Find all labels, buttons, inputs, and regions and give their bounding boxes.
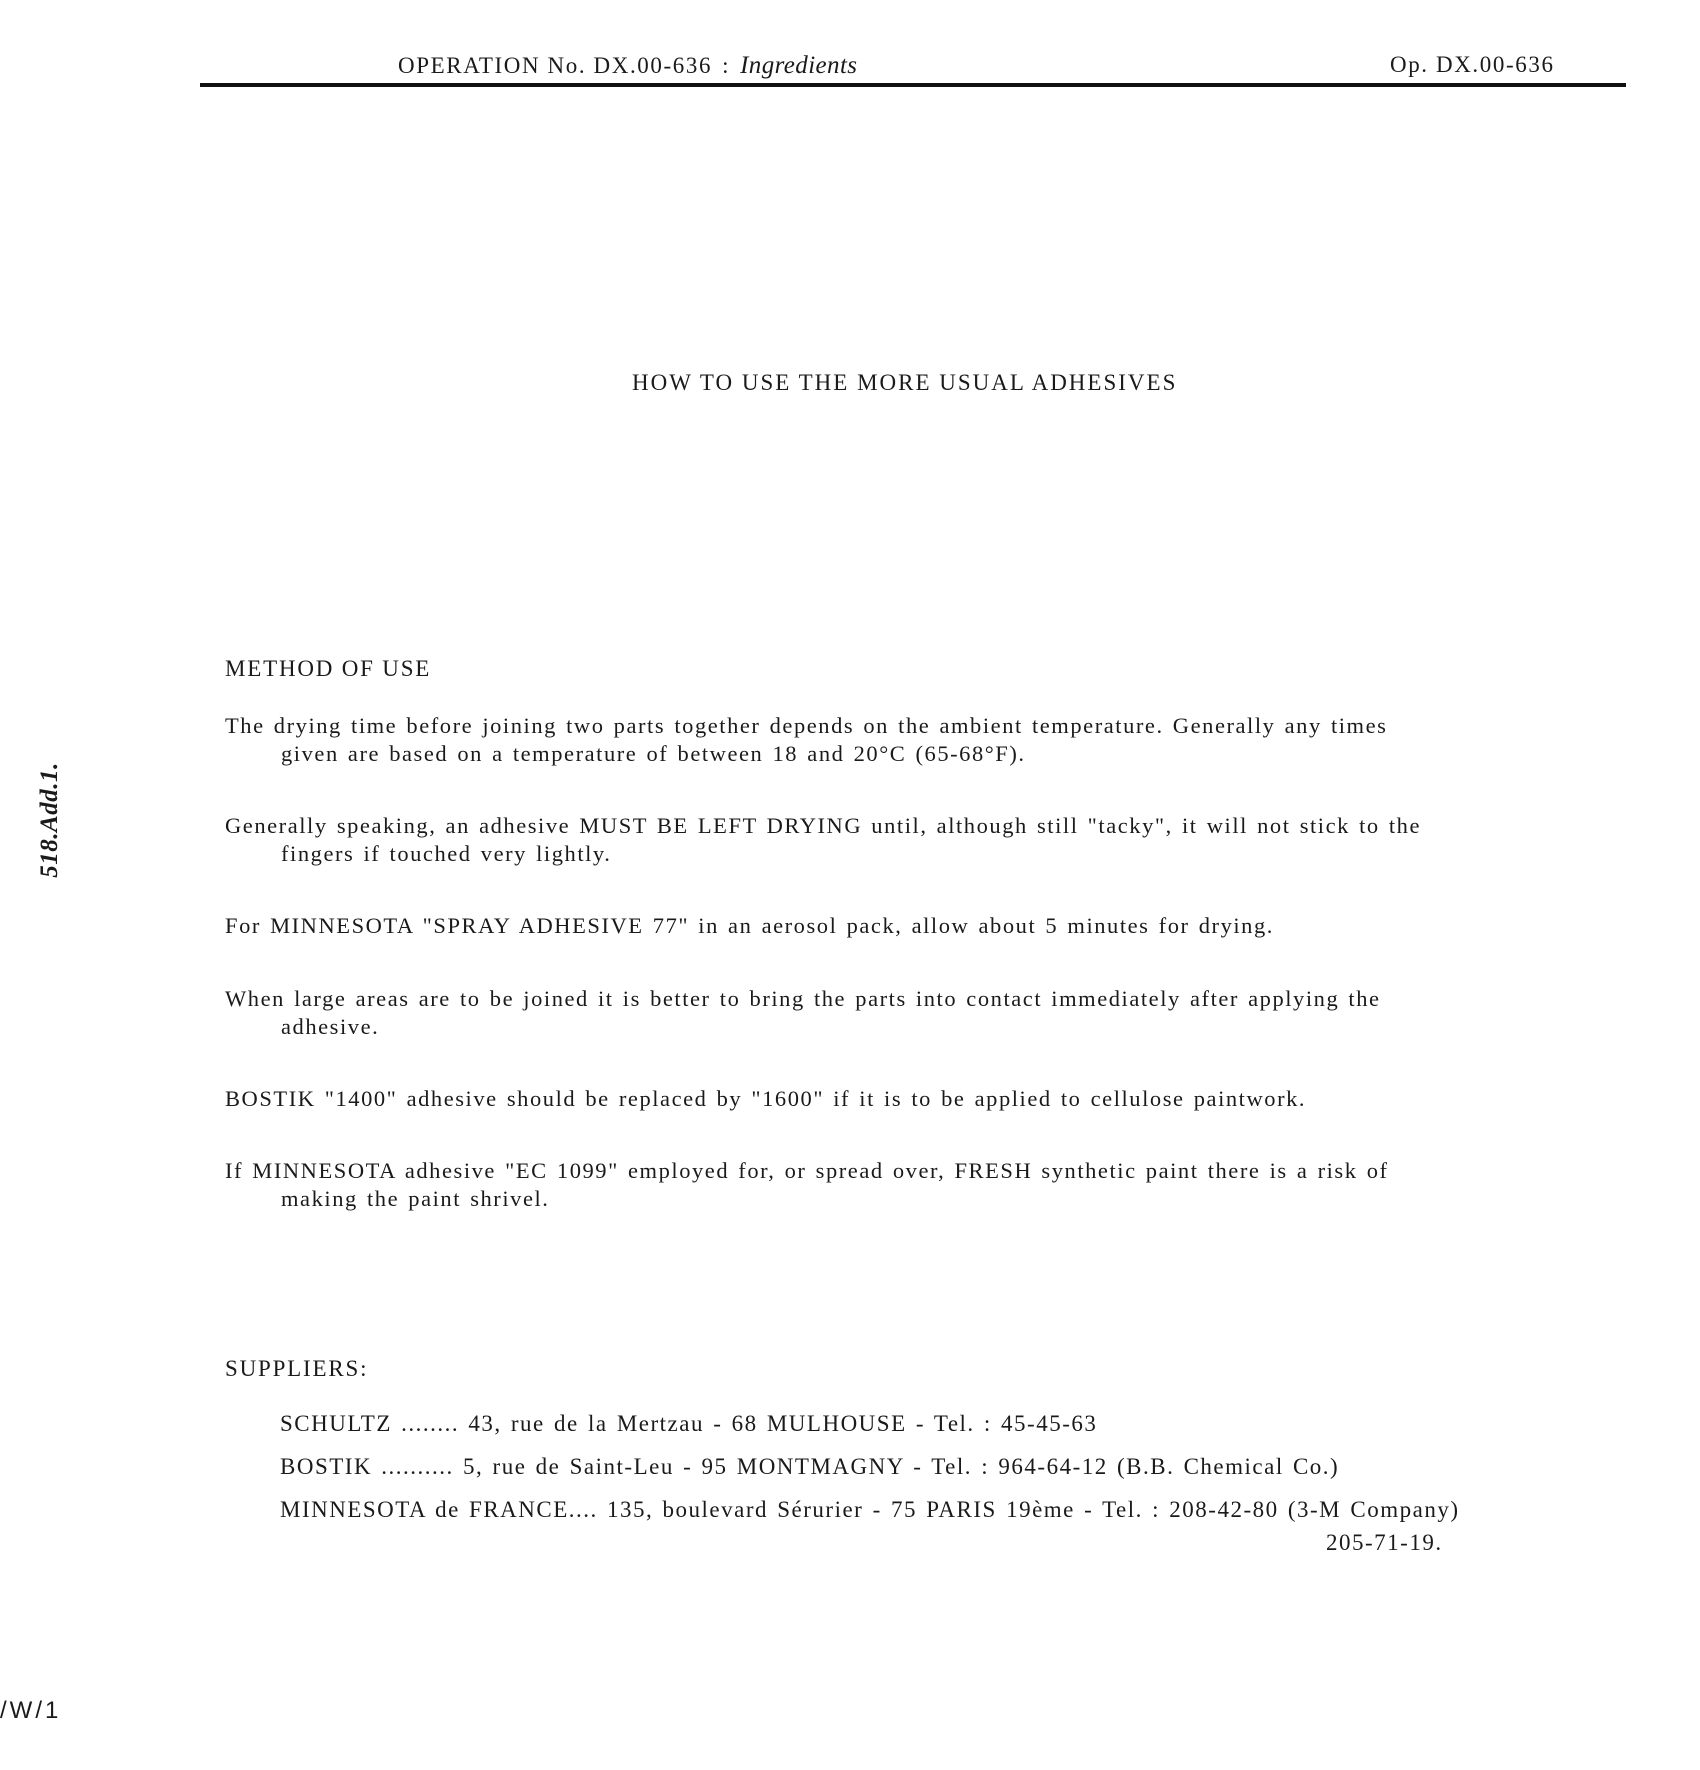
method-paragraph-4-line-2: adhesive. — [281, 1014, 380, 1039]
header-rule — [200, 83, 1626, 87]
method-paragraph-1-line-1: The drying time before joining two parts together depends on the ambient temperature. Generally any times — [225, 713, 1388, 738]
method-paragraph-1-line-2: given are based on a temperature of between 18 and 20°C (65-68°F). — [281, 741, 1026, 766]
side-label-text: 518.Add.1. — [36, 762, 63, 878]
method-paragraph-1 — [225, 712, 1645, 768]
suppliers-heading: SUPPLIERS: — [225, 1356, 369, 1381]
method-paragraph-6-line-2: making the paint shrivel. — [281, 1186, 550, 1211]
method-paragraph-6 — [225, 1157, 1645, 1213]
method-paragraph-5 — [225, 1085, 1645, 1113]
method-paragraph-5-line-1: BOSTIK "1400" adhesive should be replaced by "1600" if it is to be applied to cellulose paintwork. — [225, 1086, 1307, 1111]
method-heading: METHOD OF USE — [225, 656, 432, 681]
method-paragraph-3 — [225, 912, 1645, 940]
header-reference: Op. DX.00-636 — [1390, 52, 1555, 77]
header-operation: OPERATION No. DX.00-636 — [398, 53, 713, 78]
header-operation-line — [398, 52, 857, 80]
supplier-entry-schultz: SCHULTZ ........ 43, rue de la Mertzau - 68 MULHOUSE - Tel. : 45-45-63 — [280, 1411, 1098, 1436]
document-title: HOW TO USE THE MORE USUAL ADHESIVES — [632, 370, 1178, 395]
header-separator: : — [722, 53, 731, 78]
supplier-minnesota-extra-phone: 205-71-19. — [1326, 1530, 1443, 1555]
method-paragraph-2-line-2: fingers if touched very lightly. — [281, 841, 612, 866]
method-paragraph-2-line-1: Generally speaking, an adhesive MUST BE LEFT DRYING until, although still "tacky", it will not stick to the — [225, 813, 1422, 838]
method-paragraph-6-line-1: If MINNESOTA adhesive "EC 1099" employed for, or spread over, FRESH synthetic paint there is a risk of — [225, 1158, 1389, 1183]
supplier-entry-minnesota: MINNESOTA de FRANCE.... 135, boulevard Sérurier - 75 PARIS 19ème - Tel. : 208-42-80 (3-M Company) — [280, 1497, 1460, 1522]
method-paragraph-3-line-1: For MINNESOTA "SPRAY ADHESIVE 77" in an aerosol pack, allow about 5 minutes for drying. — [225, 913, 1274, 938]
method-paragraph-2 — [225, 812, 1645, 868]
method-paragraph-4-line-1: When large areas are to be joined it is better to bring the parts into contact immediately after applying the — [225, 986, 1381, 1011]
supplier-entry-bostik: BOSTIK .......... 5, rue de Saint-Leu - 95 MONTMAGNY - Tel. : 964-64-12 (B.B. Chemical Co.) — [280, 1454, 1340, 1479]
method-paragraph-4 — [225, 985, 1645, 1041]
footer-code: /W/1 — [0, 1697, 62, 1724]
header-topic: Ingredients — [740, 52, 858, 79]
